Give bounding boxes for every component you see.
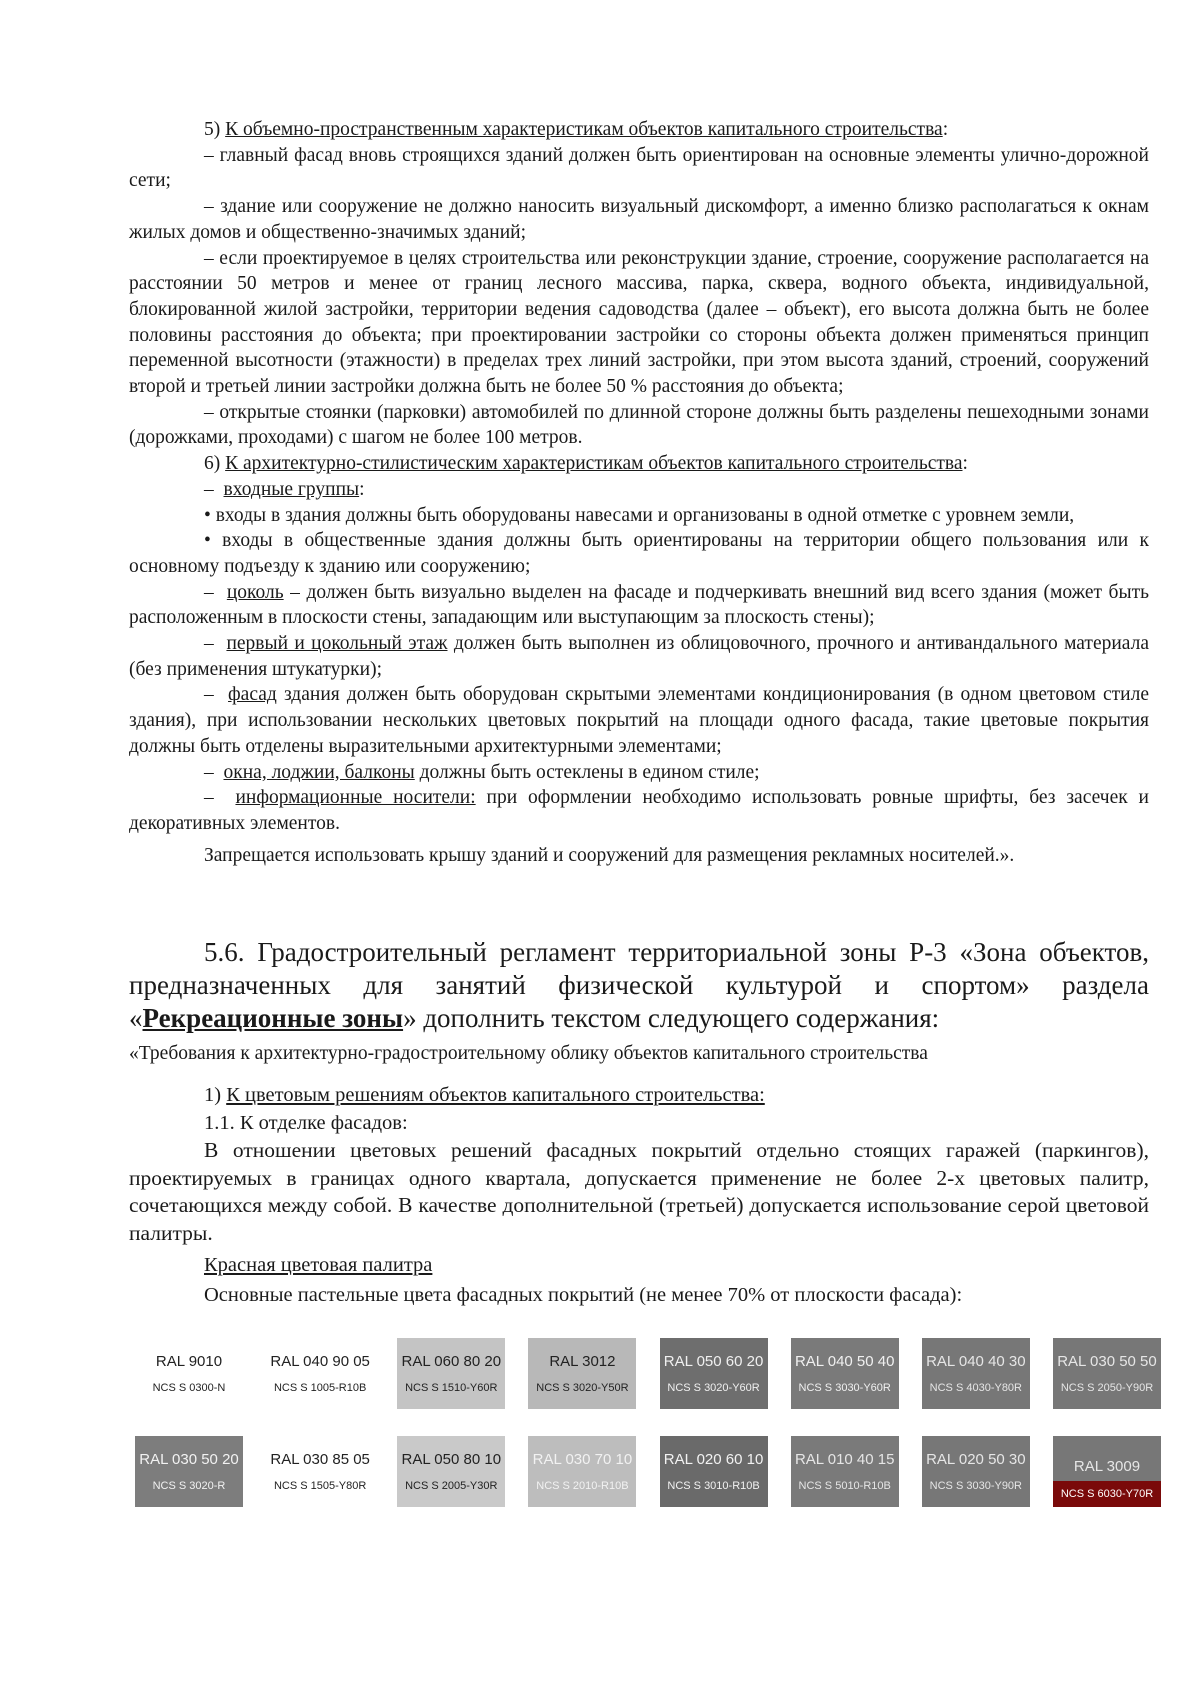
- clause-text: » дополнить текстом следующего содержания:: [403, 1003, 940, 1033]
- underlined-term: фасад: [228, 684, 277, 706]
- color-swatch: [922, 1436, 1030, 1507]
- swatch-ncs-code: NCS S 2005-Y30R: [405, 1480, 498, 1492]
- swatch-ral-code: RAL 030 50 20: [139, 1451, 239, 1468]
- underlined-term: цоколь: [226, 581, 284, 603]
- dash: –: [204, 581, 214, 603]
- swatch-ral-code: RAL 3009: [1073, 1458, 1141, 1475]
- swatch-ncs-code: NCS S 3030-Y60R: [798, 1382, 891, 1394]
- swatch-ncs-code: NCS S 5010-R10B: [798, 1480, 891, 1492]
- paragraph: – здание или сооружение не должно наносить визуальный дискомфорт, а именно близко располагаться к окнам жилых домов и общественно-значимых зданий;: [129, 196, 1149, 243]
- floor-paragraph: [129, 631, 1149, 682]
- windows-paragraph: [129, 760, 1149, 786]
- underlined-term: первый и цокольный этаж: [226, 633, 448, 655]
- swatch-ral-code: RAL 030 85 05: [270, 1451, 370, 1468]
- color-swatch: [266, 1338, 374, 1409]
- section-title: К архитектурно-стилистическим характеристикам объектов капитального строительства: [225, 453, 963, 475]
- color-swatch: [791, 1338, 899, 1409]
- swatch-ncs-code: NCS S 3020-Y50R: [536, 1382, 629, 1394]
- swatch-ncs-code: NCS S 1510-Y60R: [405, 1382, 498, 1394]
- section-5: [129, 117, 1149, 868]
- swatch-ral-code: RAL 060 80 20: [401, 1353, 502, 1370]
- palette-note: Основные пастельные цвета фасадных покрытий (не менее 70% от плоскости фасада):: [204, 1283, 963, 1306]
- section-5-heading: [129, 117, 1149, 143]
- swatch-ncs-code: NCS S 0300-N: [152, 1382, 226, 1394]
- section-number: 1): [204, 1084, 222, 1106]
- entrance-groups-label: [129, 477, 1149, 503]
- color-swatch: [922, 1338, 1030, 1409]
- color-swatch: [791, 1436, 899, 1507]
- paragraph: – если проектируемое в целях строительства или реконструкции здание, строение, сооружение располагается на расстоянии 50 метров и менее от границ лесного массива, парка, сквера, водного объекта, индивидуальной, блокированной жилой застройки, территории ведения садоводства (далее – объект), его высота должна быть не более половины расстояния до объекта; при проектировании застройки со стороны объекта должен применяться принцип переменной высотности (этажности) в пределах трех линий застройки, при этом высота зданий, строений, сооружений второй и третьей линии застройки должна быть не более 50 % расстояния до объекта;: [129, 247, 1149, 398]
- color-swatch: [266, 1436, 374, 1507]
- swatch-ral-code: RAL 020 60 10: [663, 1451, 764, 1468]
- swatch-ral-code: RAL 010 40 15: [794, 1451, 895, 1468]
- bullet-item: • входы в общественные здания должны быть ориентированы на территории общего пользования или к основному подъезду к зданию или сооружению;: [129, 530, 1149, 577]
- colon: :: [359, 478, 365, 500]
- palette-title: Красная цветовая палитра: [204, 1254, 433, 1276]
- underlined-term: входные группы: [223, 478, 360, 500]
- swatch-ral-code: RAL 050 80 10: [401, 1451, 502, 1468]
- underlined-term: информационные носители:: [235, 787, 476, 809]
- swatch-ncs-code: NCS S 2050-Y90R: [1060, 1382, 1154, 1394]
- paragraph: – открытые стоянки (парковки) автомобилей по длинной стороне должны быть разделены пешеходными зонами (дорожками, проходами) с шагом не более 100 метров.: [129, 401, 1149, 449]
- colon: :: [962, 453, 968, 475]
- color-swatch: [528, 1436, 636, 1507]
- swatch-ncs-code: NCS S 3020-R: [152, 1480, 226, 1492]
- swatch-ncs-code: NCS S 1505-Y80R: [273, 1480, 367, 1492]
- color-swatch: [135, 1338, 243, 1409]
- section-number: 5): [204, 119, 221, 140]
- clause-5-6: [129, 936, 1149, 1035]
- color-swatch-grid: [135, 1338, 1161, 1507]
- paragraph: – главный фасад вновь строящихся зданий должен быть ориентирован на основные элементы улично-дорожной сети;: [129, 144, 1149, 192]
- paragraph-text: здания должен быть оборудован скрытыми элементами кондиционирования (в одном цветовом стиле здания), при использовании нескольких цветовых покрытий на площади одного фасада, такие цветовые покрытия должны быть отделены выразительными архитектурными элементами;: [129, 684, 1149, 757]
- section-title: К объемно-пространственным характеристикам объектов капитального строительства: [225, 119, 943, 140]
- color-swatch: [135, 1436, 243, 1507]
- paragraph-text: при оформлении необходимо использовать ровные шрифты, без засечек и декоративных элементов.: [129, 787, 1149, 834]
- swatch-ral-code: RAL 040 90 05: [270, 1353, 370, 1370]
- plinth-paragraph: [129, 580, 1149, 631]
- section-6-heading: [129, 451, 1149, 477]
- color-swatch: [660, 1436, 768, 1507]
- dash: –: [204, 787, 214, 809]
- paragraph: В отношении цветовых решений фасадных покрытий отдельно стоящих гаражей (паркингов), проектируемых в границах одного квартала, допускается применение не более 2-х цветовых палитр, сочетающихся между собой. В качестве дополнительной (третьей) допускается использование серой цветовой палитры.: [129, 1138, 1149, 1245]
- colon: :: [942, 119, 949, 140]
- swatch-ncs-code: NCS S 3020-Y60R: [667, 1382, 760, 1394]
- color-heading: [129, 1082, 1149, 1110]
- section-title: К цветовым решениям объектов капитального строительства:: [226, 1084, 765, 1106]
- swatch-ncs-code: NCS S 4030-Y80R: [929, 1382, 1022, 1394]
- color-swatch: [397, 1436, 505, 1507]
- paragraph-text: должен быть выполнен из облицовочного, прочного и антивандального материала (без применения штукатурки);: [129, 633, 1150, 680]
- requirements-title-text: «Требования к архитектурно-градостроительному облику объектов капитального строительства: [129, 1043, 928, 1064]
- swatch-row: [135, 1436, 1161, 1507]
- section-number: 6): [204, 453, 221, 475]
- swatch-ncs-code: NCS S 6030-Y70R: [1053, 1481, 1161, 1507]
- underlined-term: окна, лоджии, балконы: [223, 761, 415, 783]
- color-swatch: [528, 1338, 636, 1409]
- bullet-item: • входы в здания должны быть оборудованы навесами и организованы в одной отметке с уровнем земли,: [204, 504, 1075, 526]
- info-paragraph: [129, 785, 1149, 836]
- swatch-ral-code: RAL 3012: [549, 1353, 616, 1370]
- swatch-ncs-code: NCS S 1005-R10B: [273, 1382, 367, 1394]
- dash: –: [204, 761, 214, 783]
- swatch-ral-code: RAL 030 50 50: [1057, 1353, 1157, 1370]
- facade-paragraph: [129, 682, 1149, 759]
- prohibition-paragraph: Запрещается использовать крышу зданий и сооружений для размещения рекламных носителей.».: [204, 844, 1015, 866]
- swatch-ral-code: RAL 040 50 40: [794, 1353, 895, 1370]
- swatch-ncs-code: NCS S 3010-R10B: [667, 1480, 760, 1492]
- color-swatch: [397, 1338, 505, 1409]
- color-section: [129, 1082, 1149, 1309]
- paragraph-text: должны быть остеклены в едином стиле;: [414, 761, 760, 783]
- swatch-ral-code: RAL 040 40 30: [926, 1353, 1026, 1370]
- dash: –: [204, 684, 214, 706]
- swatch-ncs-code: NCS S 2010-R10B: [536, 1480, 629, 1492]
- swatch-ral-code: RAL 030 70 10: [532, 1451, 633, 1468]
- subsection-title: 1.1. К отделке фасадов:: [204, 1111, 408, 1134]
- color-swatch: [1053, 1338, 1161, 1409]
- paragraph-text: – должен быть визуально выделен на фасаде и подчеркивать внешний вид всего здания (может быть расположенным в плоскости стены, западающим или выступающим за плоскость стены);: [129, 581, 1149, 629]
- swatch-ncs-code: NCS S 3030-Y90R: [929, 1480, 1022, 1492]
- dash: –: [204, 633, 214, 655]
- bold-term: Рекреационные зоны: [142, 1003, 404, 1033]
- swatch-ral-code: RAL 9010: [155, 1353, 223, 1370]
- swatch-ral-code: RAL 050 60 20: [663, 1353, 764, 1370]
- clause-text: 5.6. Градостроительный регламент территориальной зоны Р-3 «Зона объектов, предназначенных для занятий физической культурой и спортом» раздела «: [129, 937, 1149, 1033]
- dash: –: [204, 478, 214, 500]
- clause-paragraph: [129, 936, 1149, 1035]
- color-swatch: [660, 1338, 768, 1409]
- color-swatch: [1053, 1436, 1161, 1507]
- swatch-row: [135, 1338, 1161, 1409]
- swatch-ral-code: RAL 020 50 30: [926, 1451, 1026, 1468]
- requirements-title: [129, 1041, 1149, 1067]
